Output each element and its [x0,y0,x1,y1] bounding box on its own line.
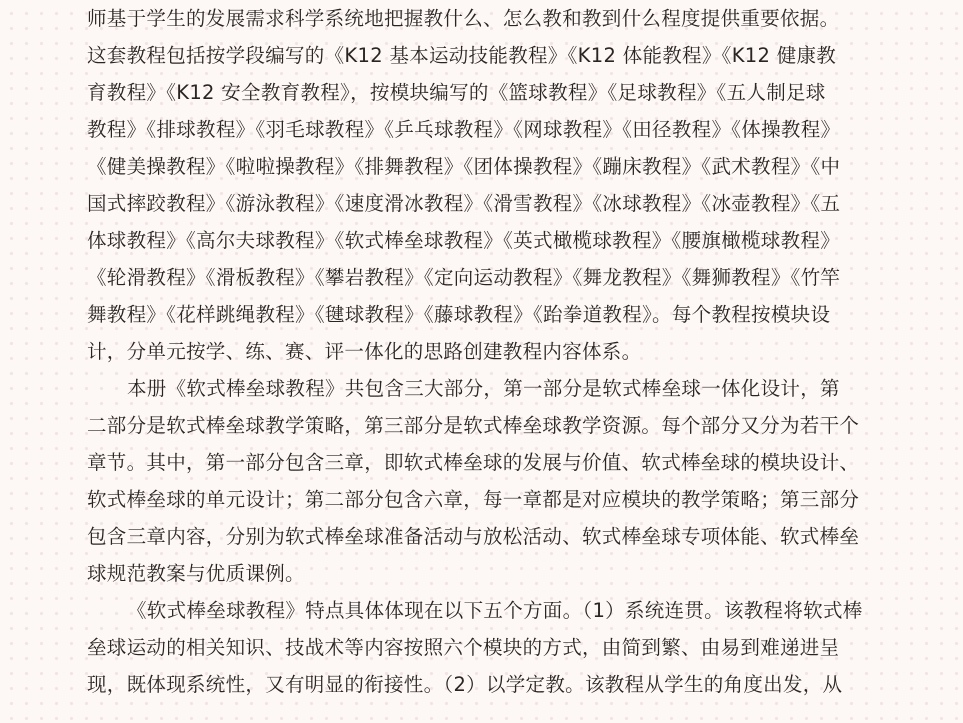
paragraph-3-first-line: 《软式棒垒球教程》特点具体体现在以下五个方面。（1）系统连贯。该教程将软式棒 [127,599,863,622]
text-line-5: 《健美操教程》《啦啦操教程》《排舞教程》《团体操教程》《蹦床教程》《武术教程》《中 [87,155,841,178]
text-line-10: 计，分单元按学、练、赛、评一体化的思路创建教程内容体系。 [87,340,642,363]
text-line-3: 育教程》《K12 安全教育教程》，按模块编写的《篮球教程》《足球教程》《五人制足球 [87,81,826,104]
text-line-15: 包含三章内容，分别为软式棒垒球准备活动与放松活动、软式棒垒球专项体能、软式棒垒 [87,525,860,548]
text-line-6: 国式摔跤教程》《游泳教程》《速度滑冰教程》《滑雪教程》《冰球教程》《冰壶教程》《五 [87,192,841,215]
text-line-12: 二部分是软式棒垒球教学策略，第三部分是软式棒垒球教学资源。每个部分又分为若干个 [87,414,860,437]
text-line-8: 《轮滑教程》《滑板教程》《攀岩教程》《定向运动教程》《舞龙教程》《舞狮教程》《竹竿 [87,266,841,289]
text-line-1: 师基于学生的发展需求科学系统地把握教什么、怎么教和教到什么程度提供重要依据。 [87,7,840,30]
text-line-2: 这套教程包括按学段编写的《K12 基本运动技能教程》《K12 体能教程》《K12 健康教 [87,44,837,67]
text-line-9: 舞教程》《花样跳绳教程》《毽球教程》《藤球教程》《跆拳道教程》。每个教程按模块设 [87,303,831,326]
text-line-7: 体球教程》《高尔夫球教程》《软式棒垒球教程》《英式橄榄球教程》《腰旗橄榄球教程》 [87,229,841,252]
text-line-19: 现，既体现系统性，又有明显的衔接性。（2）以学定教。该教程从学生的角度出发，从 [87,673,843,696]
text-line-13: 章节。其中，第一部分包含三章，即软式棒垒球的发展与价值、软式棒垒球的模块设计、 [87,451,860,474]
paragraph-2-first-line: 本册《软式棒垒球教程》共包含三大部分，第一部分是软式棒垒球一体化设计，第 [127,377,840,400]
text-line-14: 软式棒垒球的单元设计；第二部分包含六章，每一章都是对应模块的教学策略；第三部分 [87,488,860,511]
text-line-16: 球规范教案与优质课例。 [87,562,305,585]
text-line-18: 垒球运动的相关知识、技战术等内容按照六个模块的方式，由简到繁、由易到难递进呈 [87,636,840,659]
text-line-4: 教程》《排球教程》《羽毛球教程》《乒乓球教程》《网球教程》《田径教程》《体操教程》 [87,118,841,141]
